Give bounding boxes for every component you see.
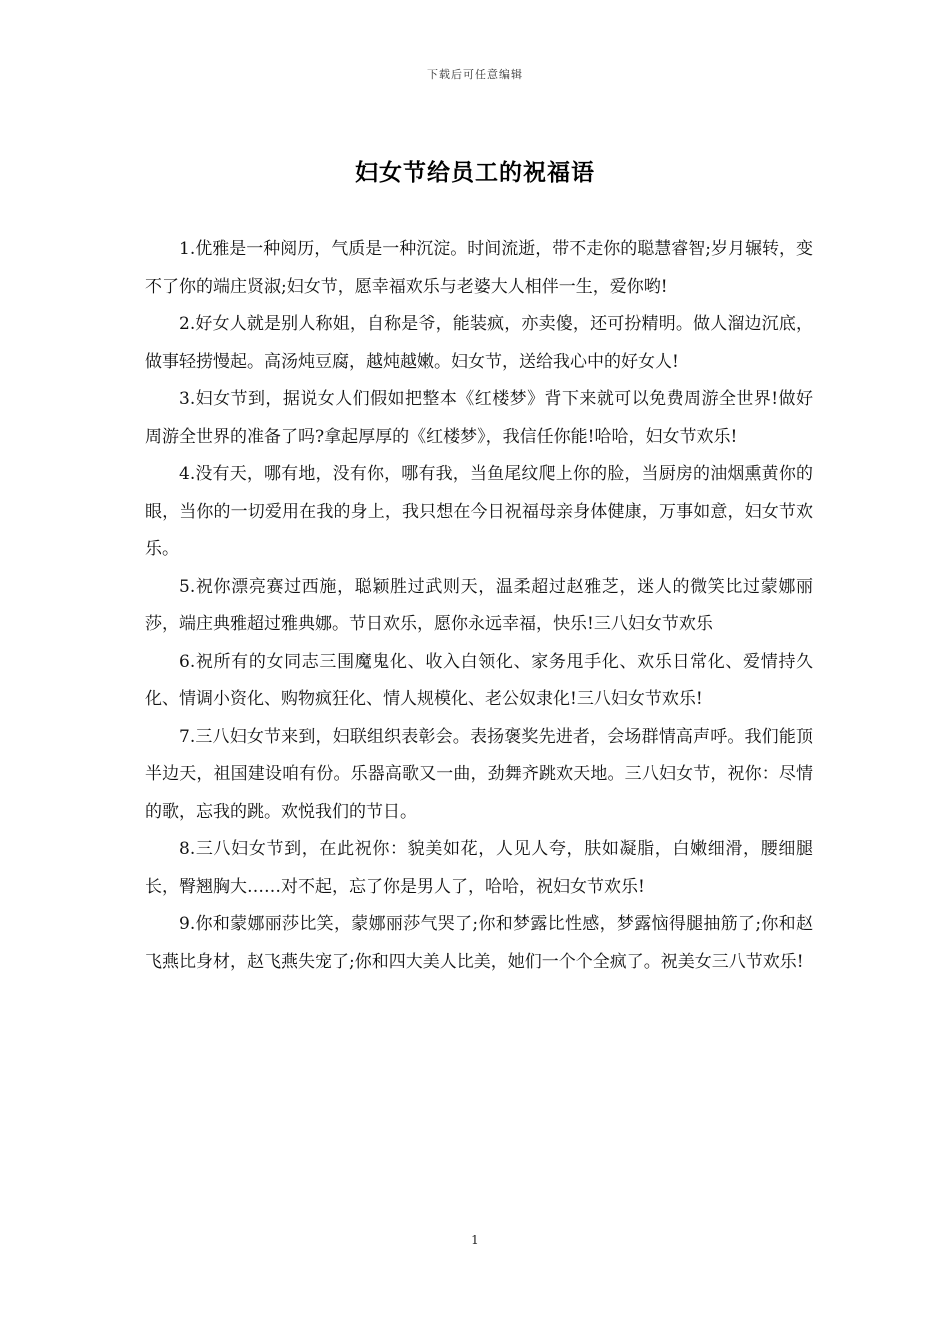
paragraph-7: 7.三八妇女节来到，妇联组织表彰会。表扬褒奖先进者，会场群情高声呼。我们能顶半边天，祖国建设咱有份。乐器高歌又一曲，劲舞齐跳欢天地。三八妇女节，祝你：尽情的歌，忘我的跳。欢悦我们的节日。 [145,726,813,822]
paragraph-2: 2.好女人就是别人称姐，自称是爷，能装疯，亦卖傻，还可扮精明。做人溜边沉底，做事轻捞慢起。高汤炖豆腐，越炖越嫩。妇女节，送给我心中的好女人! [145,314,813,372]
paragraph-6: 6.祝所有的女同志三围魔鬼化、收入白领化、家务甩手化、欢乐日常化、爱情持久化、情调小资化、购物疯狂化、情人规模化、老公奴隶化!三八妇女节欢乐! [145,651,813,709]
page-number: 1 [471,1233,479,1247]
paragraph-3: 3.妇女节到，据说女人们假如把整本《红楼梦》背下来就可以免费周游全世界!做好周游全世界的准备了吗?拿起厚厚的《红楼梦》，我信任你能!哈哈，妇女节欢乐! [145,389,813,447]
document-title: 妇女节给员工的祝福语 [355,159,595,186]
paragraph-5: 5.祝你漂亮赛过西施，聪颖胜过武则天，温柔超过赵雅芝，迷人的微笑比过蒙娜丽莎，端庄典雅超过雅典娜。节日欢乐，愿你永远幸福，快乐!三八妇女节欢乐 [145,576,813,634]
paragraph-8: 8.三八妇女节到，在此祝你：貌美如花，人见人夸，肤如凝脂，白嫩细滑，腰细腿长，臀翘胸大……对不起，忘了你是男人了，哈哈，祝妇女节欢乐! [145,839,813,897]
paragraph-1: 1.优雅是一种阅历，气质是一种沉淀。时间流逝，带不走你的聪慧睿智;岁月辗转，变不了你的端庄贤淑;妇女节，愿幸福欢乐与老婆大人相伴一生，爱你哟! [145,239,813,297]
document-body [145,231,813,981]
paragraph-9: 9.你和蒙娜丽莎比笑，蒙娜丽莎气哭了;你和梦露比性感，梦露恼得腿抽筋了;你和赵飞燕比身材，赵飞燕失宠了;你和四大美人比美，她们一个个全疯了。祝美女三八节欢乐! [145,914,813,972]
paragraph-4: 4.没有天，哪有地，没有你，哪有我，当鱼尾纹爬上你的脸，当厨房的油烟熏黄你的眼，当你的一切爱用在我的身上，我只想在今日祝福母亲身体健康，万事如意，妇女节欢乐。 [145,464,813,559]
header-note: 下载后可任意编辑 [427,68,523,81]
